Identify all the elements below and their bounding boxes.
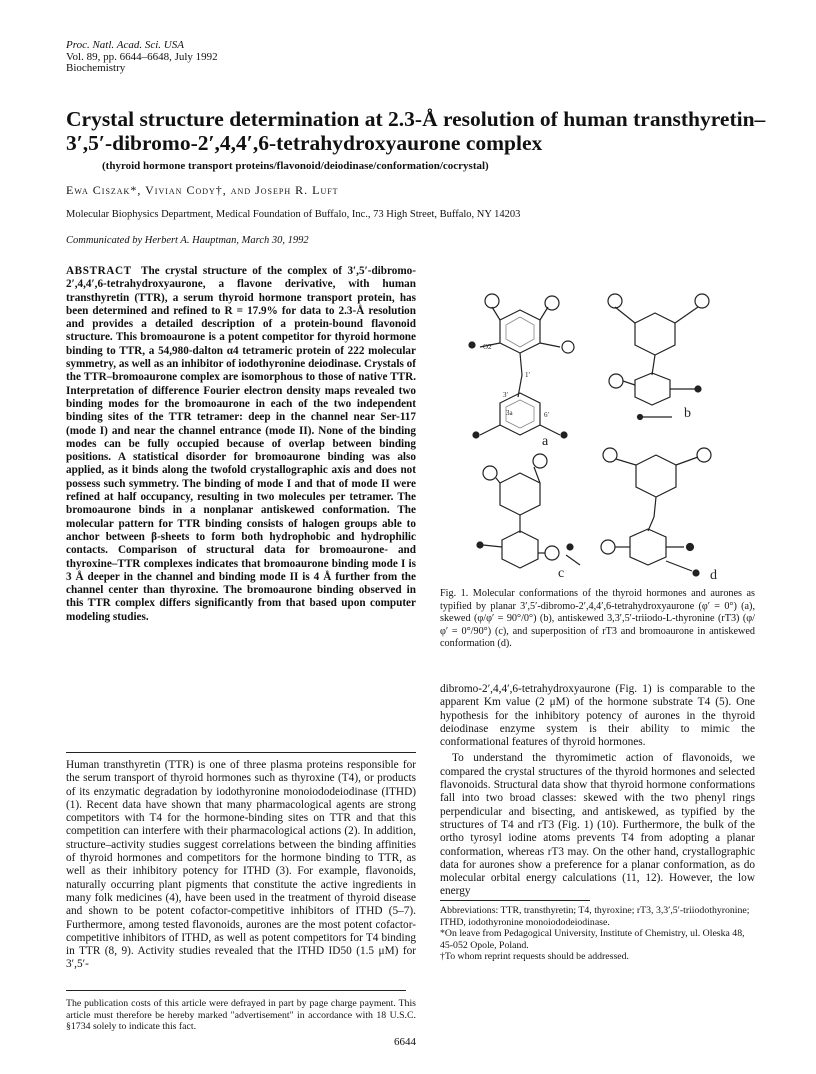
panel-label-a: a bbox=[542, 434, 549, 449]
figure-caption: Fig. 1. Molecular conformations of the thyroid hormones and aurones as typified by planar 3′,5′-dibromo-2′,4,4′,6-tetrahydroxyaurone (φ′ = 0°) (a), skewed (φ/φ′ = 90°/0°) (b), antiskewed 3,3′,5′-triiodo-L-thyronine (rT3) (φ/φ′ = 0°/90°) (c), and superposition of rT3 and bromoaurone in antiskewed conformation (d). bbox=[440, 588, 755, 649]
panel-label-c: c bbox=[558, 566, 565, 581]
communicated-by: Communicated by Herbert A. Hauptman, March 30, 1992 bbox=[66, 235, 309, 246]
paragraph: dibromo-2′,4,4′,6-tetrahydroxyaurone (Fig. 1) is comparable to the apparent Km value (2 μM) of the hormone substrate T4 (5). One hypothesis for the inhibitory potency of aurones in the thyroid deiodinase enzyme system is their ability to mimic the conformational features of thyroid hormones. bbox=[440, 683, 755, 749]
figure-1 bbox=[440, 285, 752, 585]
footnote-star: *On leave from Pedagogical University, Institute of Chemistry, ul. Oleska 48, 45-052 Opole, Poland. bbox=[440, 928, 745, 951]
panel-label-b: b bbox=[684, 406, 691, 421]
keywords: (thyroid hormone transport proteins/flavonoid/deiodinase/conformation/cocrystal) bbox=[102, 160, 489, 172]
right-column-text bbox=[440, 683, 755, 899]
structure-a bbox=[469, 294, 574, 438]
abbreviations: Abbreviations: TTR, transthyretin; T4, thyroxine; rT3, 3,3′,5′-triiodothyronine; ITHD, iodothyronine monoiododeiodinase. bbox=[440, 905, 750, 928]
structure-d bbox=[601, 448, 711, 576]
atom-label-6: 6′ bbox=[544, 411, 550, 419]
abstract bbox=[66, 265, 416, 624]
atom-label-3a: 3a bbox=[506, 409, 513, 417]
journal-volume: Vol. 89, pp. 6644–6648, July 1992 bbox=[66, 50, 218, 63]
atom-label-1: 1′ bbox=[525, 371, 531, 379]
journal-name: Proc. Natl. Acad. Sci. USA bbox=[66, 39, 184, 51]
authors: Ewa Ciszak*, Vivian Cody†, and Joseph R. Luft bbox=[66, 183, 339, 197]
abbrev-divider bbox=[440, 900, 590, 901]
atom-label-3: 3′ bbox=[503, 391, 509, 399]
panel-label-d: d bbox=[710, 568, 717, 583]
publication-cost-footnote: The publication costs of this article were defrayed in part by page charge payment. This article must therefore be hereby marked "advertisement" in accordance with 18 U.S.C. §1734 solely to indicate this fact. bbox=[66, 998, 416, 1032]
journal-section: Biochemistry bbox=[66, 62, 126, 74]
paragraph: To understand the thyromimetic action of flavonoids, we compared the crystal structures of the thyroid hormones and selected flavonoids. Structural data show that thyroid hormone conformations fall into two broad classes: skewed with the two phenyl rings perpendicular and bisecting, and antiskewed, as typified by the structures of T4 and rT3 (Fig. 1) (10). Furthermore, the bulk of the ortho tyrosyl iodine atoms prevents T4 from adopting a planar conformation, whereas rT3 may. On the other hand, crystallographic data for aurones show a preference for a planar conformation, as do molecular orbital energy calculations (11, 12). However, the low energy bbox=[440, 752, 755, 898]
abstract-heading: ABSTRACT bbox=[66, 265, 132, 277]
affiliation: Molecular Biophysics Department, Medical Foundation of Buffalo, Inc., 73 High Street, Buffalo, NY 14203 bbox=[66, 209, 521, 220]
atom-label-o2: O2′ bbox=[483, 343, 494, 351]
structure-c bbox=[477, 454, 580, 568]
molecular-structures-figure bbox=[440, 285, 752, 585]
footnote-divider bbox=[66, 990, 406, 991]
journal-header bbox=[66, 40, 326, 75]
paper-title: Crystal structure determination at 2.3-Å resolution of human transthyretin–3′,5′-dibromo-2′,4,4′,6-tetrahydroxyaurone complex bbox=[66, 107, 766, 155]
section-divider bbox=[66, 752, 416, 753]
structure-b bbox=[608, 294, 709, 420]
introduction-text: Human transthyretin (TTR) is one of three plasma proteins responsible for the serum transport of thyroid hormones such as thyroxine (T4), or products of its enzymatic degradation by iodothyronine monoiododeiodinase (ITHD) (1). Recent data have shown that many pharmacological agents are strong competitors with T4 for the hormone-binding sites on TTR and that this competition can interfere with their pharmacological actions (2). In addition, structure–activity studies suggest correlations between the binding affinities of thyroid hormones and competitors for the hormone binding to TTR, as well as their inhibitory potency for ITHD (3). For example, flavonoids, naturally occurring plant pigments that constitute the active ingredients in many folk medicines (4), have been used in the treatment of thyroid disease and shown to be potent cofactor-competitive inhibitors of ITHD (5–7). Furthermore, among tested flavonoids, aurones are the most potent cofactor-competitive inhibitors of ITHD, as well as potent competitors for T4 binding in TTR (8, 9). Activity studies revealed that the ITHD ID50 (1.5 μM) for 3′,5′- bbox=[66, 759, 416, 971]
page-number: 6644 bbox=[394, 1036, 416, 1048]
footnote-dagger: †To whom reprint requests should be addressed. bbox=[440, 951, 629, 962]
abstract-text: The crystal structure of the complex of 3′,5′-dibromo-2′,4,4′,6-tetrahydroxyaurone, a flavone derivative, with human transthyretin (TTR), a serum thyroid hormone transport protein, has been determined and refined to R = 17.9% for data to 2.3-Å resolution and provides a detailed description of a protein-bound flavonoid structure. This bromoaurone is a potent competitor for thyroid hormone binding to TTR, a 54,980-dalton α4 tetrameric protein of 222 molecular symmetry, as well as an inhibitor of iodothyronine deiodinase. Crystals of the TTR–bromoaurone complex are isomorphous to those of native TTR. Interpretation of difference Fourier electron density maps revealed two binding modes for the bromoaurone in each of the two independent binding sites of the TTR tetramer: deep in the channel near Ser-117 (mode I) and near the channel entrance (mode II). None of the binding modes can be fully occupied because of overlap between binding positions. A statistical disorder for bromoaurone binding was also applied, as it binds along the twofold crystallographic axis and does not possess such symmetry. The binding of mode I and that of mode II were refined at half occupancy, resulting in two molecules per tetramer. The bromoaurone binds in a nonplanar antiskewed conformation. The molecular pattern for TTR binding consists of halogen groups able to anchor between β-sheets to form both hydrophobic and hydrophilic contacts. Comparison of structural data for bromoaurone- and thyroxine–TTR complexes indicates that bromoaurone binding mode I is 3 Å deeper in the channel and binding mode II is 4 Å further from the channel center than thyroxine. The bromoaurone binding observed in this TTR complex differs significantly from that based upon computer modeling studies. bbox=[66, 265, 416, 623]
footnotes-right bbox=[440, 905, 755, 963]
